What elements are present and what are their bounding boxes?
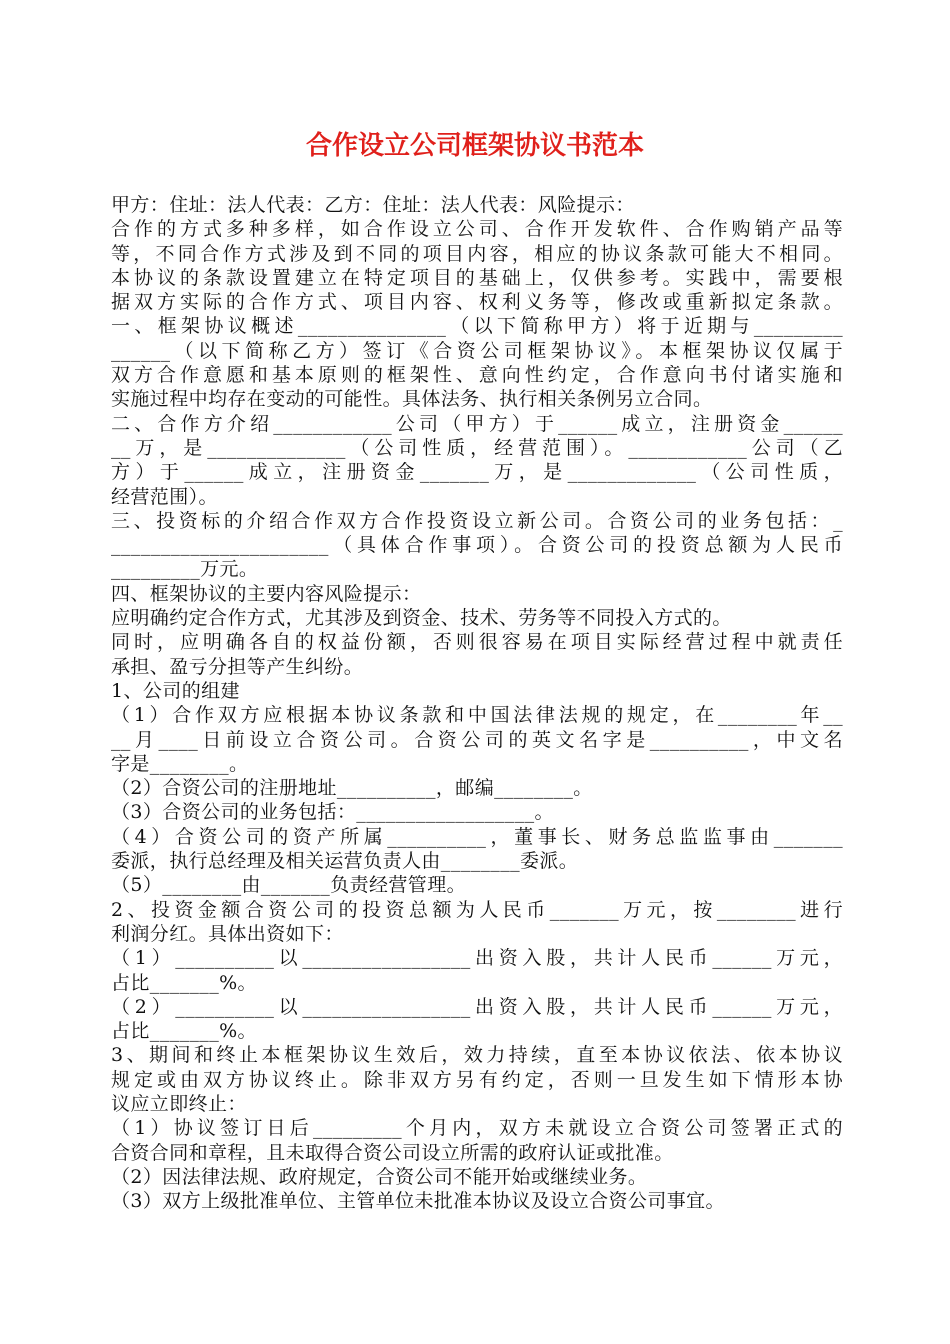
body-line: （1）合作双方应根据本协议条款和中国法律法规的规定，在________年__ [111,704,843,727]
body-line: 本协议的条款设置建立在特定项目的基础上，仅供参考。实践中，需要根 [111,266,843,289]
body-line: 二、合作方介绍____________公司（甲方）于______成立，注册资金______ [111,412,843,435]
body-line: 三、投资标的介绍合作双方合作投资设立新公司。合资公司的业务包括：_ [111,509,843,532]
body-line: 承担、盈亏分担等产生纠纷。 [111,655,364,678]
body-line: （3）合资公司的业务包括：__________________。 [111,801,554,824]
body-line: 规定或由双方协议终止。除非双方另有约定，否则一旦发生如下情形本协 [111,1068,843,1091]
body-line: （1）__________以_________________出资入股，共计人民币______万元， [111,947,843,970]
body-line: 利润分红。具体出资如下： [111,922,344,945]
body-line: 合作的方式多种多样，如合作设立公司、合作开发软件、合作购销产品等 [111,218,843,241]
body-line: （1）协议签订日后_________个月内，双方未就设立合资公司签署正式的 [111,1117,843,1140]
body-line: 实施过程中均存在变动的可能性。具体法务、执行相关条例另立合同。 [111,388,713,411]
body-line: （3）双方上级批准单位、主管单位未批准本协议及设立合资公司事宜。 [111,1190,725,1213]
body-line: 应明确约定合作方式，尤其涉及到资金、技术、劳务等不同投入方式的。 [111,607,732,630]
body-line: （2）__________以_________________出资入股，共计人民币______万元， [111,995,843,1018]
body-line: 等，不同合作方式涉及到不同的项目内容，相应的协议条款可能大不相同。 [111,242,843,265]
body-line: 2、投资金额合资公司的投资总额为人民币_______万元，按________进行 [111,898,843,921]
body-line: __月____日前设立合资公司。合资公司的英文名字是__________，中文名 [111,728,843,751]
body-line: 字是________。 [111,752,249,775]
body-line: 四、框架协议的主要内容风险提示： [111,582,422,605]
body-line: 同时，应明确各自的权益份额，否则很容易在项目实际经营过程中就责任 [111,631,843,654]
body-line: 委派，执行总经理及相关运营负责人由________委派。 [111,850,579,873]
body-line: 议应立即终止： [111,1092,247,1115]
body-line: （5）________由_______负责经营管理。 [111,874,466,897]
body-line: 方）于______成立，注册资金_______万，是_____________（公司性质， [111,461,843,484]
document-title: 合作设立公司框架协议书范本 [305,131,644,161]
document-body [111,193,843,1213]
body-line: （2）合资公司的注册地址__________，邮编________。 [111,777,593,800]
body-line: ______________________（具体合作事项）。合资公司的投资总额为人民币 [111,534,843,557]
body-line: 据双方实际的合作方式、项目内容、权利义务等，修改或重新拟定条款。 [111,291,843,314]
body-line: （4）合资公司的资产所属__________，董事长、财务总监监事由_______ [111,825,843,848]
body-line: 合资合同和章程，且未取得合资公司设立所需的政府认证或批准。 [111,1141,674,1164]
body-line: ______（以下简称乙方）签订《合资公司框架协议》。本框架协议仅属于 [111,339,843,362]
body-line: （2）因法律法规、政府规定，合资公司不能开始或继续业务。 [111,1165,648,1188]
body-line: 经营范围）。 [111,485,218,508]
body-line: 占比_______%。 [111,971,257,994]
body-line: 3、期间和终止本框架协议生效后，效力持续，直至本协议依法、依本协议 [111,1044,843,1067]
body-line: 甲方：住址：法人代表：乙方：住址：法人代表：风险提示： [111,194,635,216]
body-line: 一、框架协议概述_______________（以下简称甲方）将于近期与_________ [111,315,843,338]
body-line: 占比_______%。 [111,1020,257,1043]
body-line: 1、公司的组建 [111,679,240,702]
body-line: _________万元。 [111,558,259,581]
body-line: __万，是______________（公司性质，经营范围）。____________公司（乙 [111,436,843,459]
body-line: 双方合作意愿和基本原则的框架性、意向性约定，合作意向书付诸实施和 [111,364,843,387]
